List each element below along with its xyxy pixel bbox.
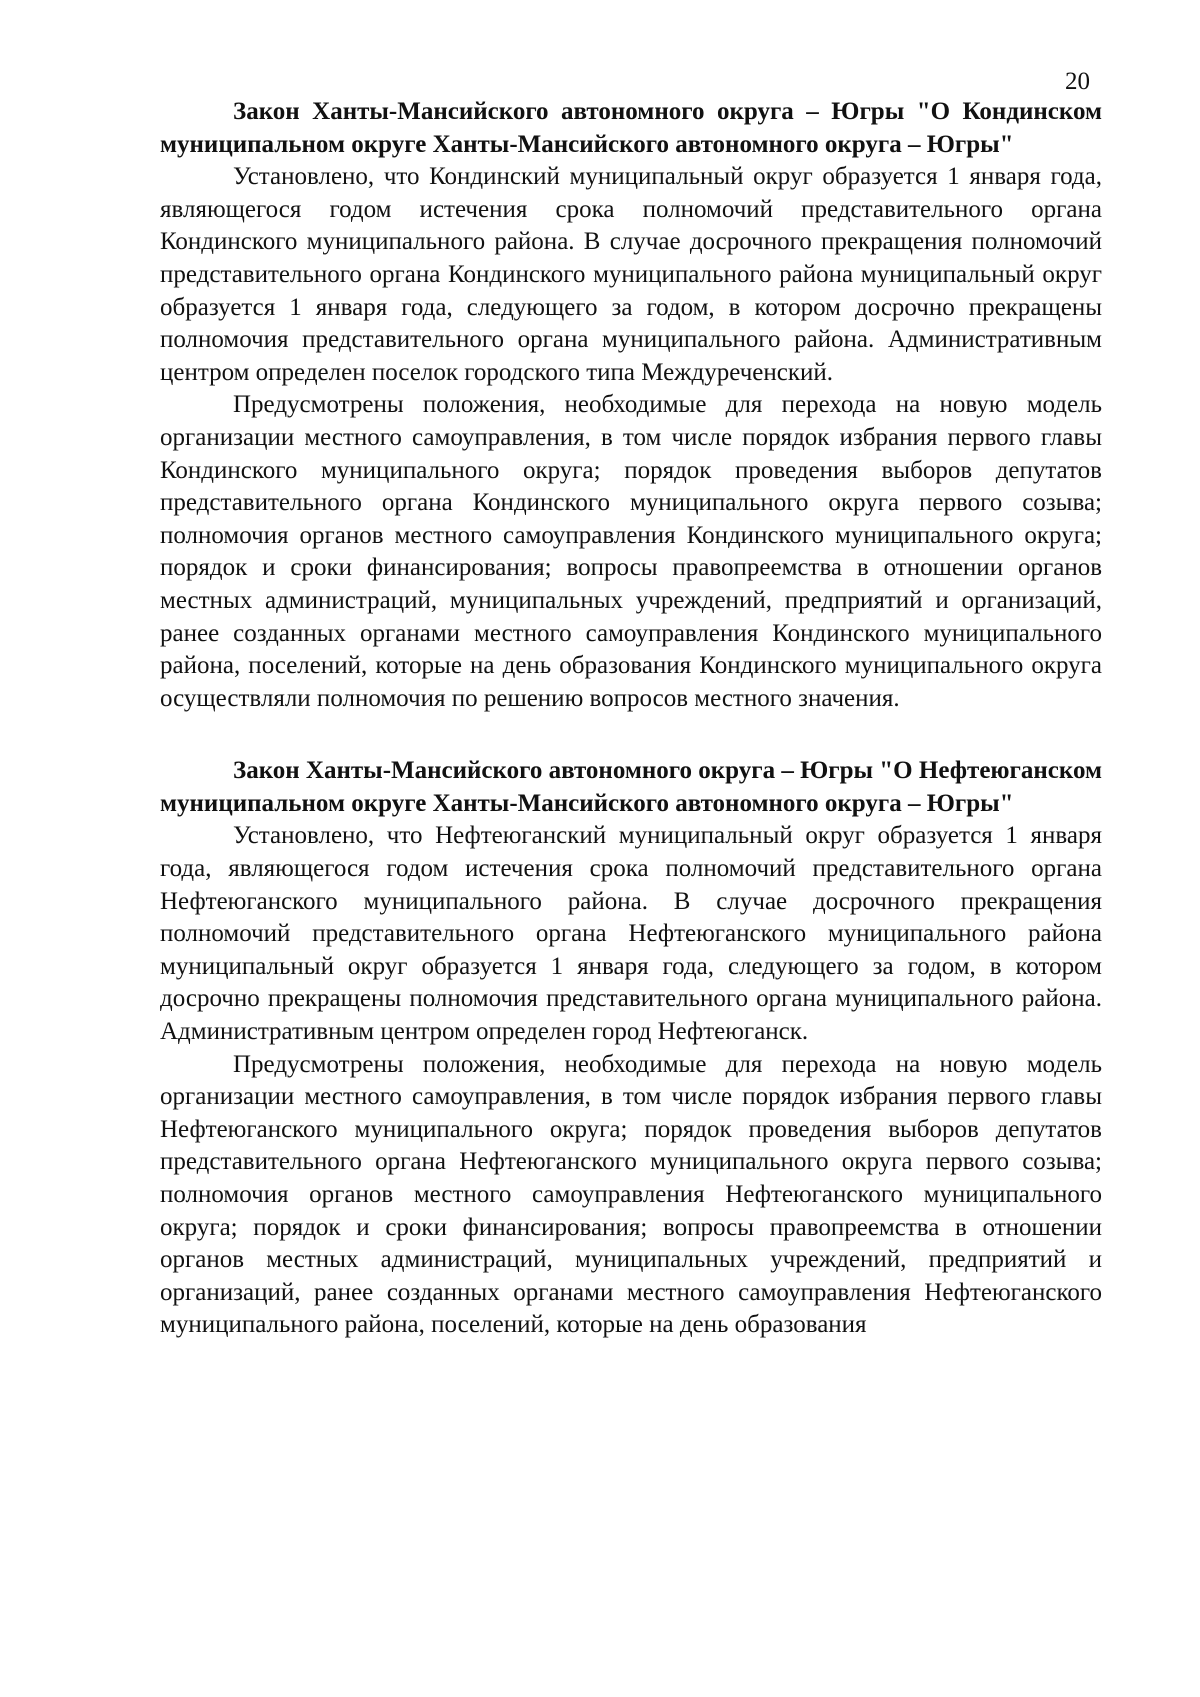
document-body	[160, 96, 1102, 1342]
section-heading: Закон Ханты-Мансийского автономного округа – Югры "О Нефтеюганском муниципальном округе Ханты-Мансийского автономного округа – Югры"	[160, 757, 1102, 817]
section-paragraph: Установлено, что Кондинский муниципальный округ образуется 1 января года, являющегося годом истечения срока полномочий представительного органа Кондинского муниципального района. В случае досрочного прекращения полномочий представительного органа Кондинского муниципального района муниципальный округ образуется 1 января года, следующего за годом, в котором досрочно прекращены полномочия представительного органа муниципального района. Административным центром определен поселок городского типа Междуреченский.	[160, 163, 1102, 386]
law-section-nefteyugansky	[160, 755, 1102, 1342]
section-paragraph: Предусмотрены положения, необходимые для перехода на новую модель организации местного самоуправления, в том числе порядок избрания первого главы Нефтеюганского муниципального округа; порядок проведения выборов депутатов представительного органа Нефтеюганского муниципального округа первого созыва; полномочия органов местного самоуправления Нефтеюганского муниципального округа; порядок и сроки финансирования; вопросы правопреемства в отношении органов местных администраций, муниципальных учреждений, предприятий и организаций, ранее созданных органами местного самоуправления Нефтеюганского муниципального района, поселений, которые на день образования	[160, 1050, 1102, 1339]
section-spacer	[160, 715, 1102, 755]
section-paragraph: Предусмотрены положения, необходимые для перехода на новую модель организации местного самоуправления, в том числе порядок избрания первого главы Кондинского муниципального округа; порядок проведения выборов депутатов представительного органа Кондинского муниципального округа первого созыва; полномочия органов местного самоуправления Кондинского муниципального округа; порядок и сроки финансирования; вопросы правопреемства в отношении органов местных администраций, муниципальных учреждений, предприятий и организаций, ранее созданных органами местного самоуправления Кондинского муниципального района, поселений, которые на день образования Кондинского муниципального округа осуществляли полномочия по решению вопросов местного значения.	[160, 391, 1102, 712]
law-section-kondinsky	[160, 96, 1102, 715]
section-heading: Закон Ханты-Мансийского автономного округа – Югры "О Кондинском муниципальном округе Ханты-Мансийского автономного округа – Югры"	[160, 98, 1102, 158]
page-number: 20	[1065, 68, 1090, 95]
section-paragraph: Установлено, что Нефтеюганский муниципальный округ образуется 1 января года, являющегося годом истечения срока полномочий представительного органа Нефтеюганского муниципального района. В случае досрочного прекращения полномочий представительного органа Нефтеюганского муниципального района муниципальный округ образуется 1 января года, следующего за годом, в котором досрочно прекращены полномочия представительного органа муниципального района. Административным центром определен город Нефтеюганск.	[160, 822, 1102, 1046]
